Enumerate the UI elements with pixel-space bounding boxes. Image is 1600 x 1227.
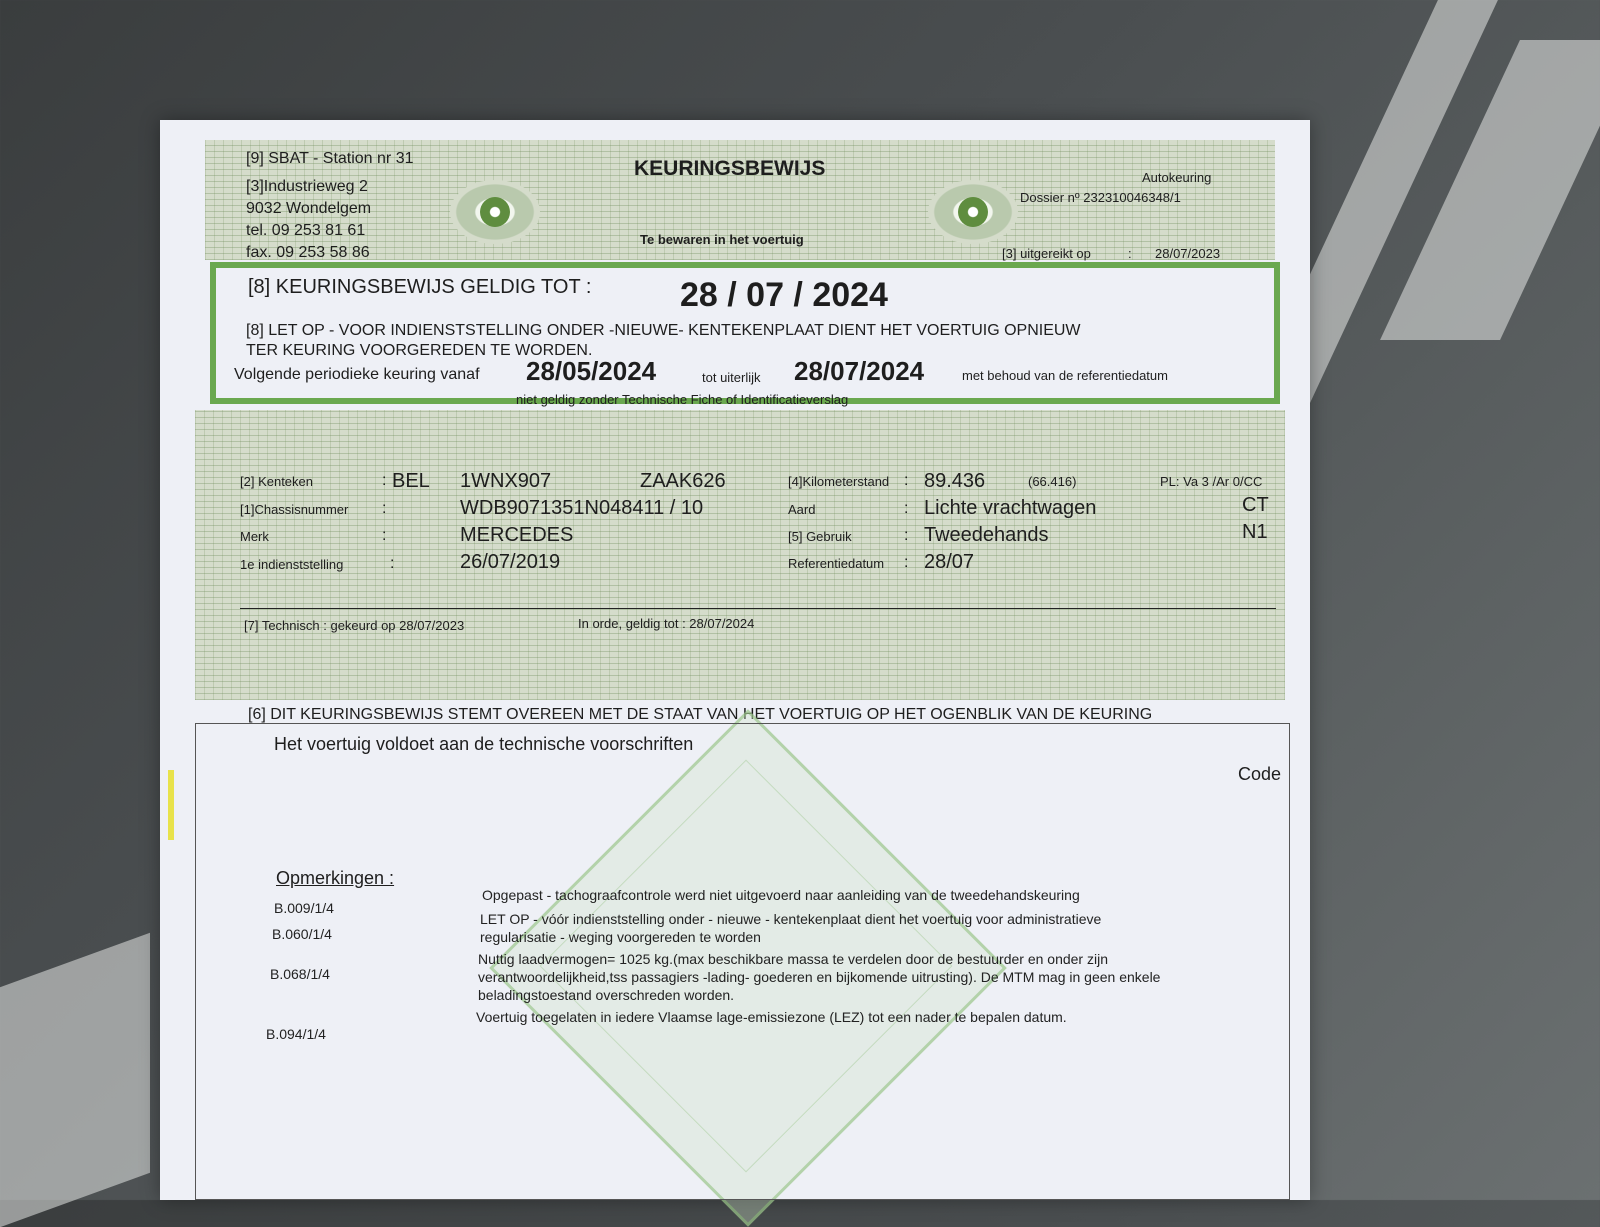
brand-value: MERCEDES — [460, 524, 574, 546]
eye-logo-right — [928, 180, 1018, 244]
validity-footnote: niet geldig zonder Technische Fiche of Identificatieverslag — [516, 392, 849, 407]
next-inspection-mid: tot uiterlijk — [702, 370, 761, 385]
validity-notice-line2: TER KEURING VOORGEREDEN TE WORDEN. — [246, 342, 593, 359]
document-title: KEURINGSBEWIJS — [634, 157, 826, 180]
vehicle-class-1: CT — [1242, 494, 1269, 516]
use-label: [5] Gebruik — [788, 529, 852, 544]
chassis-number: WDB9071351N048411 / 10 — [460, 497, 704, 519]
station-name: [9] SBAT - Station nr 31 — [246, 150, 414, 167]
station-fax: fax. 09 253 58 86 — [246, 244, 370, 261]
reference-date-label: Referentiedatum — [788, 556, 885, 571]
first-registration-label: 1e indienststelling — [240, 557, 344, 572]
remark-text: Voertuig toegelaten in iedere Vlaamse lage-emissiezone (LEZ) tot een nader te bepalen datum. — [476, 1009, 1067, 1025]
remark-text: Nuttig laadvermogen= 1025 kg.(max beschikbare massa te verdelen door de bestuurder en onder zijn verantwoordelijkheid,tss passagiers -lading- goederen en bijkomende uitrusting). De MTM mag in geen enkele beladingstoestand overschreden worden. — [478, 951, 1161, 1003]
plate-number: 1WNX907 — [460, 470, 552, 492]
inspection-type: Autokeuring — [1142, 170, 1212, 185]
vehicle-security-pattern — [195, 410, 1285, 700]
chassis-label: [1]Chassisnummer — [240, 502, 349, 517]
dossier-number: Dossier nº 232310046348/1 — [1020, 190, 1181, 205]
mileage-value: 89.436 — [924, 470, 986, 492]
next-inspection-from: 28/05/2024 — [526, 356, 657, 386]
validity-date: 28 / 07 / 2024 — [680, 276, 888, 314]
kind-value: Lichte vrachtwagen — [924, 497, 1097, 519]
first-registration-value: 26/07/2019 — [460, 551, 561, 573]
reference-date-separator: : — [904, 554, 909, 571]
use-value: Tweedehands — [924, 524, 1049, 546]
remark-code: B.009/1/4 — [274, 900, 334, 916]
eye-logo-left — [450, 180, 540, 244]
use-separator: : — [904, 527, 909, 544]
station-city: 9032 Wondelgem — [246, 200, 372, 217]
remarks-title: Opmerkingen : — [276, 868, 395, 888]
issued-separator: : — [1128, 246, 1132, 261]
station-phone: tel. 09 253 81 61 — [246, 222, 366, 239]
plate-country: BEL — [392, 470, 430, 492]
conformity-statement: [6] DIT KEURINGSBEWIJS STEMT OVEREEN MET DE STAAT VAN HET VOERTUIG OP HET OGENBLIK VAN DE KEURING — [248, 706, 1153, 723]
plate-separator: : — [382, 472, 387, 489]
technical-divider — [240, 608, 1276, 609]
technical-label: [7] Technisch : gekeurd op 28/07/2023 — [244, 618, 465, 633]
brand-label: Merk — [240, 529, 269, 544]
validity-notice-line1: [8] LET OP - VOOR INDIENSTSTELLING ONDER -NIEUWE- KENTEKENPLAAT DIENT HET VOERTUIG OPNIEUW — [246, 322, 1081, 339]
mileage-label: [4]Kilometerstand — [788, 474, 890, 489]
technical-status: In orde, geldig tot : 28/07/2024 — [578, 616, 755, 631]
code-label: Code — [1238, 764, 1282, 784]
station-street: [3]Industrieweg 2 — [246, 178, 368, 195]
vehicle-class-info: PL: Va 3 /Ar 0/CC — [1160, 474, 1263, 489]
reference-date-value: 28/07 — [924, 551, 975, 573]
chassis-separator: : — [382, 500, 387, 517]
yellow-marker — [168, 770, 174, 840]
validity-label: [8] KEURINGSBEWIJS GELDIG TOT : — [248, 276, 592, 298]
next-inspection-prefix: Volgende periodieke keuring vanaf — [234, 366, 480, 383]
brand-separator: : — [382, 527, 387, 544]
next-inspection-to: 28/07/2024 — [794, 356, 925, 386]
inspection-result: Het voertuig voldoet aan de technische voorschriften — [274, 734, 694, 754]
kind-separator: : — [904, 500, 909, 517]
vehicle-class-2: N1 — [1242, 521, 1268, 543]
kind-label: Aard — [788, 502, 816, 517]
background-light-stripe — [0, 933, 150, 1227]
plate-number-2: ZAAK626 — [640, 470, 726, 492]
remark-code: B.060/1/4 — [272, 926, 332, 942]
issued-label: [3] uitgereikt op — [1002, 246, 1091, 261]
next-inspection-suffix: met behoud van de referentiedatum — [962, 368, 1168, 383]
first-registration-separator: : — [390, 555, 395, 572]
document-subtitle: Te bewaren in het voertuig — [640, 232, 804, 247]
mileage-previous: (66.416) — [1028, 474, 1077, 489]
remark-code: B.068/1/4 — [270, 966, 330, 982]
remark-code: B.094/1/4 — [266, 1026, 326, 1042]
plate-label: [2] Kenteken — [240, 474, 313, 489]
remark-text: LET OP - vóór indienststelling onder - nieuwe - kentekenplaat dient het voertuig voor administratieve regularisatie - weging voorgereden te worden — [480, 911, 1102, 945]
mileage-separator: : — [904, 472, 909, 489]
remark-text: Opgepast - tachograafcontrole werd niet uitgevoerd naar aanleiding van de tweedehandskeuring — [482, 887, 1080, 903]
issued-date: 28/07/2023 — [1155, 246, 1221, 261]
